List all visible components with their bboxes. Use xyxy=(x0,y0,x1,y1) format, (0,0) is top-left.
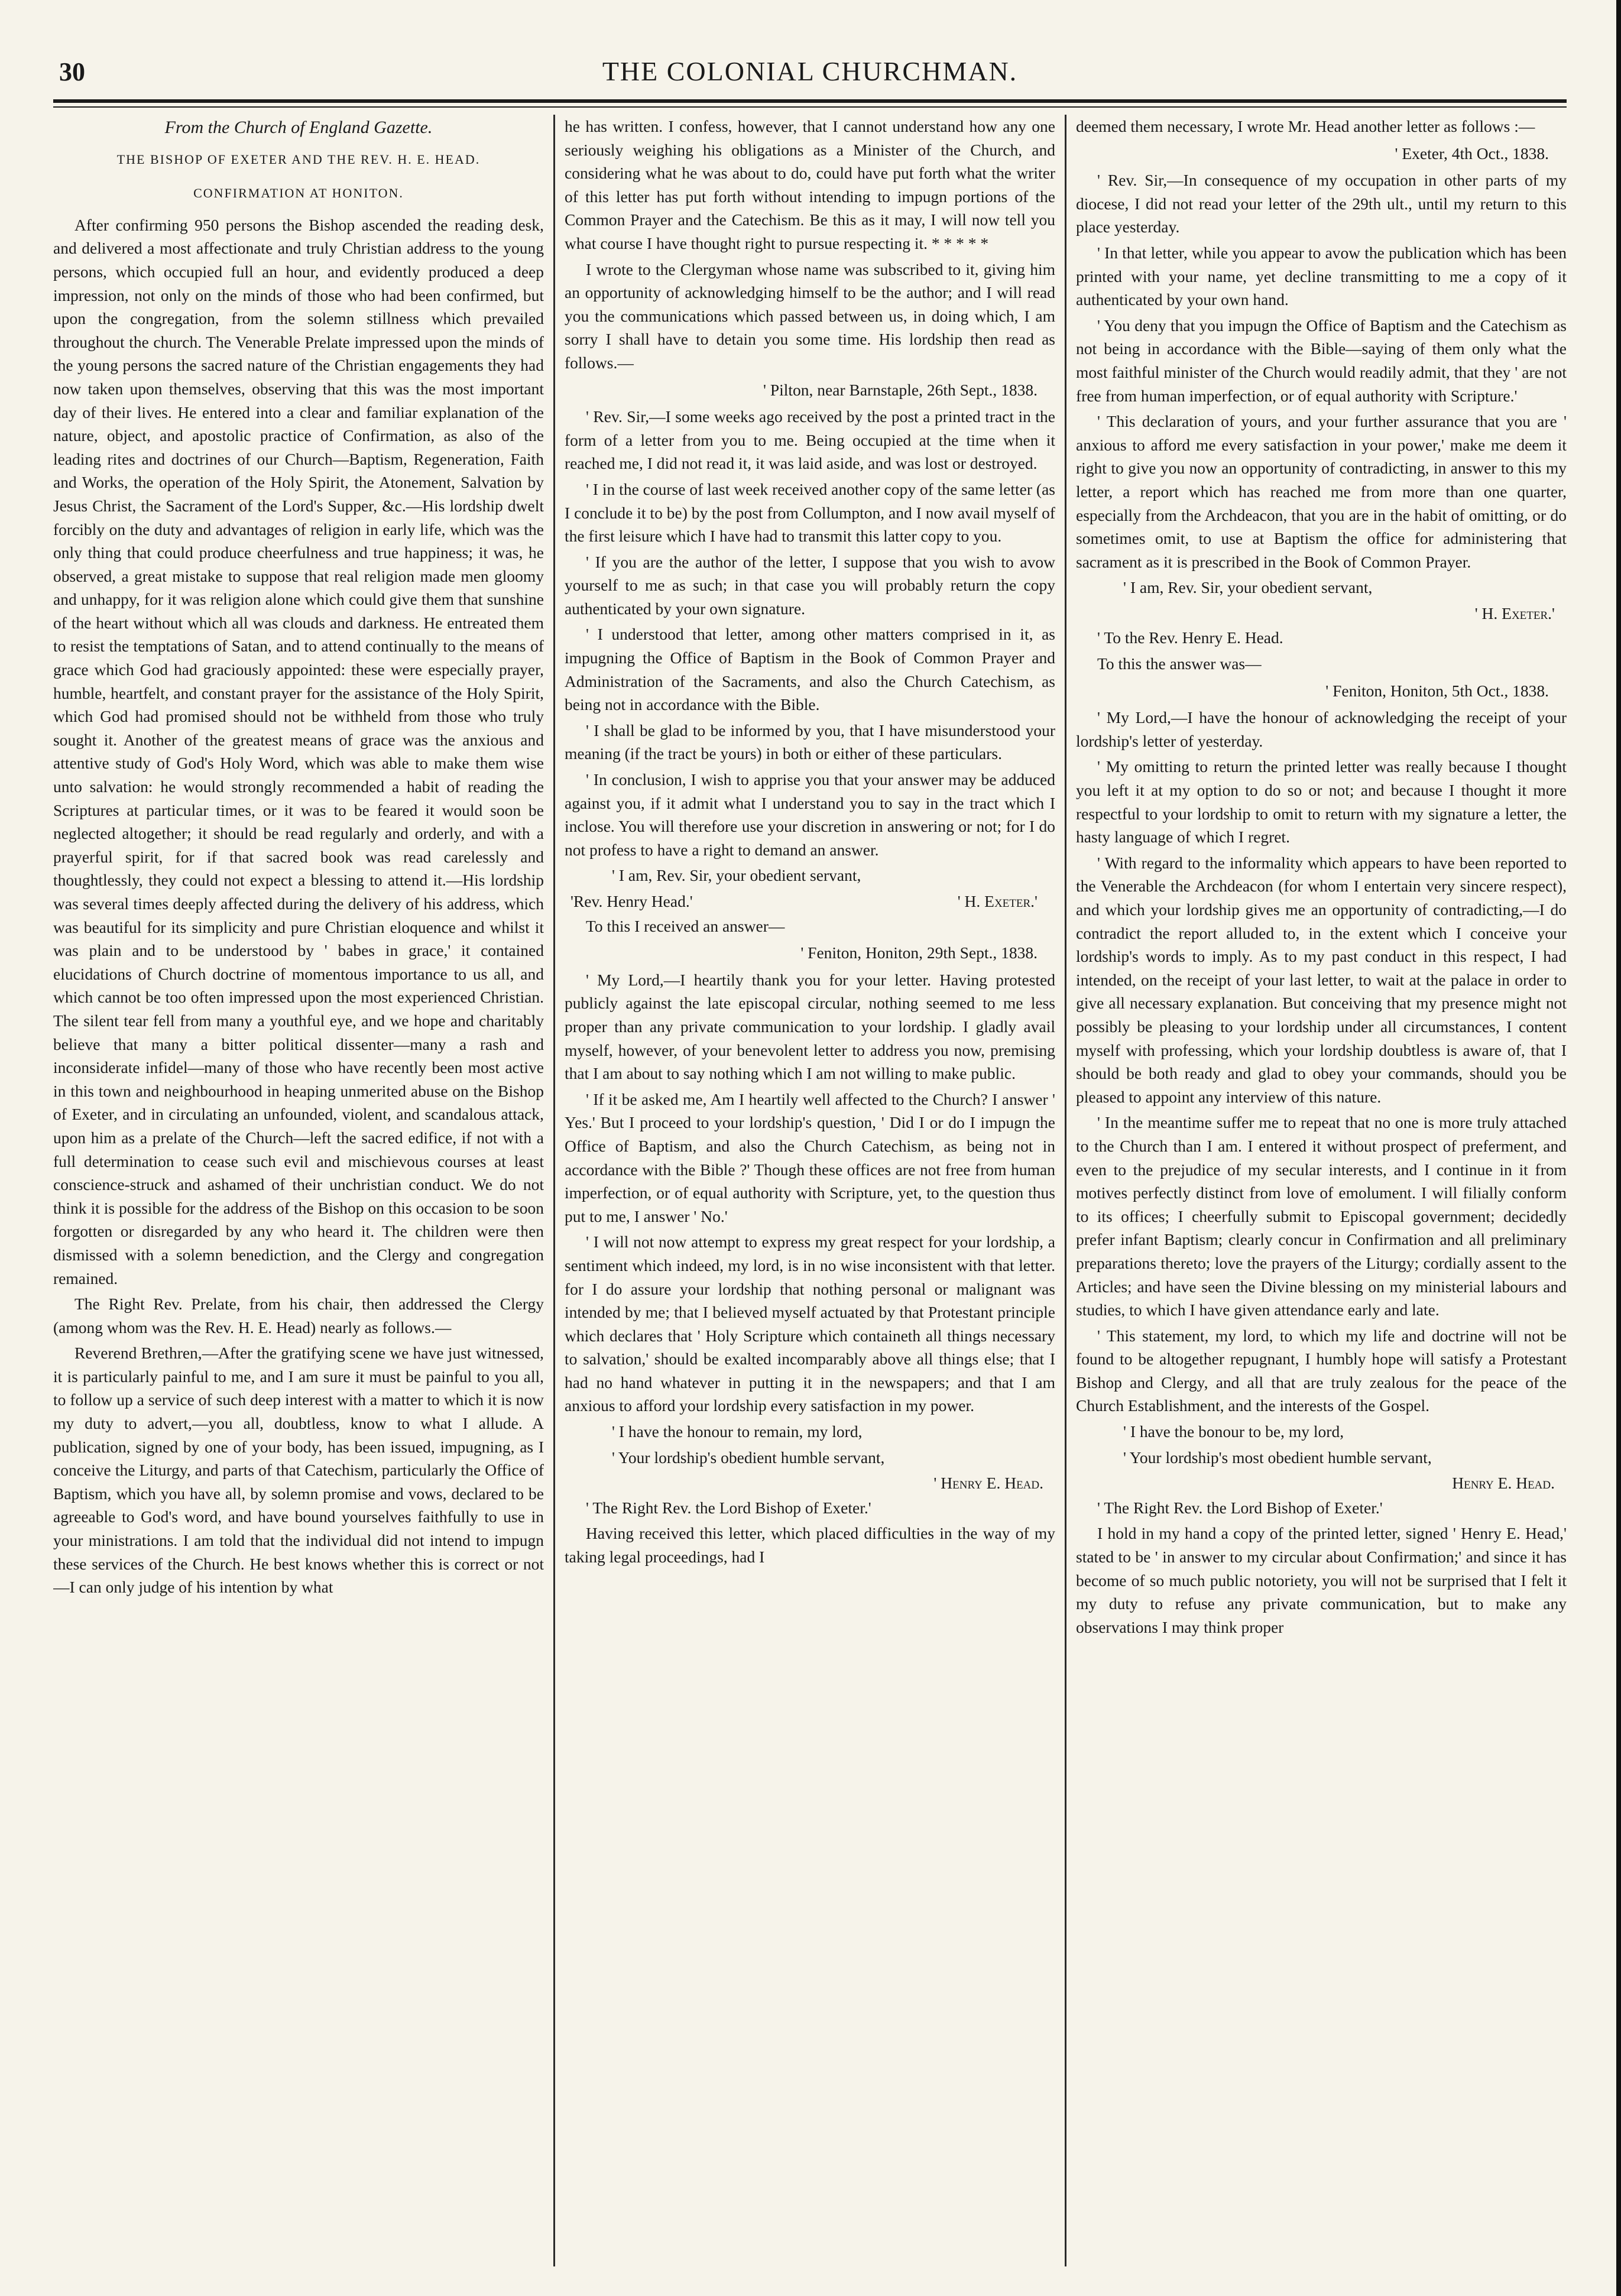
paragraph: ' I shall be glad to be informed by you, that I have misunderstood your meaning (if the tract be yours) in both or either of these particulars. xyxy=(565,721,1055,763)
letter-addressee: ' To the Rev. Henry E. Head. xyxy=(1097,628,1283,647)
letter-addressee: 'Rev. Henry Head.' xyxy=(570,892,693,910)
paragraph: ' You deny that you impugn the Office of Baptism and the Catechism as not being in accordance with the Bible—saying of them only what the most faithful minister of the Church would readily admit, that they ' are not free from human imperfection, or of equal authority with Scripture.' xyxy=(1076,316,1567,405)
paragraph: I hold in my hand a copy of the printed letter, signed ' Henry E. Head,' stated to be ' in answer to my circular about Confirmation;' and since it has become of so much public notoriety, you will not be surprised that I felt it my duty to refuse any private communication, but to make any observations I may think proper xyxy=(1076,1524,1567,1636)
header-rule-thin xyxy=(53,106,1567,108)
article-source: From the Church of England Gazette. xyxy=(164,118,433,137)
running-title: THE COLONIAL CHURCHMAN. xyxy=(602,56,1018,86)
paragraph: ' I will not now attempt to express my great respect for your lordship, a sentiment which indeed, my lord, is in no wise inconsistent with that letter. for I do assure your lordship that nothing personal or malignant was intended by me; that I believed myself actuated by that Protestant principle which declares that ' Holy Scripture which containeth all things necessary to salvation,' should be exalted incomparably above all things else; that I had no hand whatever in putting it in the newspapers; and that I am anxious to afford your lordship every satisfaction in my power. xyxy=(565,1233,1055,1415)
letter-closing: ' I am, Rev. Sir, your obedient servant, xyxy=(1123,578,1373,597)
column-1 xyxy=(53,115,544,2266)
letter-closing: ' I am, Rev. Sir, your obedient servant, xyxy=(612,866,861,885)
paragraph: Reverend Brethren,—After the gratifying scene we have just witnessed, it is particularly painful to me, and I am sure it must be painful to you all, to follow up a service of such deep interest with a matter to which it is now my duty to advert,—you all, doubtless, know to what I allude. A publication, signed by one of your body, has been issued, impugning, as I conceive the Liturgy, and parts of that Catechism, particularly the Office of Baptism, which you have all, by solemn promise and vows, declared to be agreeable to God's word, and have bound yourselves faithfully to use in your ministrations. I am told that the individual did not intend to impugn these services of the Church. He best knows whether this is correct or not—I can only judge of his intention by what xyxy=(53,1344,544,1597)
column-divider xyxy=(553,115,555,2266)
paragraph: ' With regard to the informality which appears to have been reported to the Venerable the Archdeacon (for whom I entertain very sincere respect), and which your lordship gives me an opportunity of contradicting,—I do contradict the report alluded to, in the extent which I conceive your lordship's words to imply. As to my past conduct in this respect, I had intended, on the receipt of your last letter, to wait at the palace in order to give all necessary explanation. But conceiving that my presence might not possibly be pleasing to your lordship under all circumstances, I content myself with professing, which your lordship doubtless is aware of, that I should be both ready and glad to obey your commands, should you be pleased to appoint any interview of this nature. xyxy=(1076,853,1567,1106)
paragraph: ' I in the course of last week received another copy of the same letter (as I conclude it to be) by the post from Collumpton, and I now avail myself of the first leisure which I have had to transmit this latter copy to you. xyxy=(565,479,1055,546)
paragraph: ' In that letter, while you appear to avow the publication which has been printed with your name, yet decline transmitting to me a copy of it authenticated by your own hand. xyxy=(1076,243,1567,309)
article-headline: THE BISHOP OF EXETER AND THE REV. H. E. HEAD. xyxy=(116,151,481,167)
letter-closing: ' I have the bonour to be, my lord, xyxy=(1123,1422,1344,1441)
paragraph: ' My Lord,—I have the honour of acknowledging the receipt of your lordship's letter of yesterday. xyxy=(1076,708,1567,750)
column-divider xyxy=(1065,115,1066,2266)
letter-closing: ' Your lordship's obedient humble servant, xyxy=(612,1448,885,1467)
paragraph: ' If you are the author of the letter, I suppose that you wish to avow yourself to me as such; in that case you will probably return the copy authenticated by your own signature. xyxy=(565,552,1055,618)
masthead xyxy=(53,53,1567,95)
paragraph: ' My Lord,—I heartily thank you for your letter. Having protested publicly against the late episcopal circular, nothing seemed to me less proper than any private communication to your lordship. I gladly avail myself, however, of your benevolent letter to address you now, premising that I am about to say nothing which I am not willing to make public. xyxy=(565,970,1055,1083)
paragraph: ' This statement, my lord, to which my life and doctrine will not be found to be altogether repugnant, I humbly hope will satisfy a Protestant Bishop and Clergy, and all that are truly zealous for the peace of the Church Establishment, and the interests of the Gospel. xyxy=(1076,1326,1567,1415)
column-2 xyxy=(565,115,1055,2266)
letter-signer: ' H. Exeter.' xyxy=(957,892,1038,910)
paragraph: ' In the meantime suffer me to repeat that no one is more truly attached to the Church than I am. I entered it without prospect of preferment, and even to the prejudice of my secular interests, and I continue in it from motives perfectly distinct from love of emolument. I will filially conform to its offices; I cheerfully submit to Episcopal government; decidedly prefer infant Baptism; clearly concur in Confirmation and all preliminary preparations thereto; love the prayers of the Liturgy; cordially assent to the Articles; and have seen the Divine blessing on my ministerial labours and studies, to which I have given attendance early and late. xyxy=(1076,1113,1567,1319)
paragraph: To this the answer was— xyxy=(1097,654,1262,673)
paragraph: After confirming 950 persons the Bishop ascended the reading desk, and delivered a most affectionate and truly Christian address to the young persons, which occupied full an hour, and evidently produced a deep impression, not only on the minds of those who had been confirmed, but upon the congregation, from the solemn stillness which prevailed throughout the church. The Venerable Prelate impressed upon the minds of the young persons the sacred nature of the Christian engagements they had now taken upon themselves, observing that this was the most important day of their lives. He entered into a clear and familiar explanation of the nature, object, and apostolic practice of Confirmation, as also of the leading rites and doctrines of our Church—Baptism, Regeneration, Faith and Works, the operation of the Holy Spirit, the Atonement, Salvation by Jesus Christ, the Sacrament of the Lord's Supper, &c.—His lordship dwelt forcibly on the duty and advantages of religion in early life, which was the only thing that could produce cheerfulness and true happiness; it was, he observed, a great mistake to suppose that real religion made men gloomy and unhappy, for it was religion alone which could give them that sunshine of the heart without which all was clouds and darkness. He entreated them to resist the temptations of Satan, and to attend continually to the means of grace which God had graciously appointed: these were especially prayer, humble, heartfelt, and constant prayer for the assistance of the Holy Spirit, which God had promised should not be withheld from those who truly sought it. Another of the greatest means of grace was the anxious and attentive study of God's Holy Word, which was able to make them wise unto salvation: he would strongly recommended a habit of reading the Scriptures at particular times, or it was to be feared it would soon be neglected altogether; it should be read regularly and orderly, and with a prayerful spirit, for if that sacred book was read carelessly and thoughtlessly, they could not expect a blessing to attend it.—His lordship was several times deeply affected during the delivery of his address, which was beautiful for its simplicity and pure Christian eloquence and whilst it was plain and to be understood by ' babes in grace,' it contained elucidations of Church doctrine of momentous importance to us all, and which cannot be too often impressed upon the most experienced Christian. The silent tear fell from many a youthful eye, and we hope and charitably believe that many a bitter political dissenter—many a rash and inconsiderate infidel—many of those who have recently been most active in this town and neighbourhood in heaping unmerited abuse on the Bishop of Exeter, and in circulating an unfounded, violent, and scandalous attack, upon him as a prelate of the Church—left the sacred edifice, if not with a full determination to cease such evil and mischievous courses at least conscience-struck and ashamed of their unchristian conduct. We do not think it is possible for the address of the Bishop on this occasion to be soon forgotten or disregarded by any who heard it. The children were then dismissed with a solemn benediction, and the Clergy and congregation remained. xyxy=(53,215,544,1288)
paragraph: ' If it be asked me, Am I heartily well affected to the Church? I answer ' Yes.' But I proceed to your lordship's question, ' Did I or do I impugn the Office of Baptism, and also the Church Catechism, as being not in accordance with the Bible ?' Though these offices are not free from human imperfection, or of equal authority with Scripture, yet, to the question thus put to me, I answer ' No.' xyxy=(565,1089,1055,1225)
paragraph: ' My omitting to return the printed letter was really because I thought you left it at my option to do so or not; and because I thought it more respectful to your lordship to omit to return with my signature a letter, the hasty language of which I regret. xyxy=(1076,757,1567,847)
page-number: 30 xyxy=(59,57,85,86)
article-subhead: CONFIRMATION AT HONITON. xyxy=(193,186,404,201)
paragraph: The Right Rev. Prelate, from his chair, then addressed the Clergy (among whom was the Rev. H. E. Head) nearly as follows.— xyxy=(53,1295,544,1337)
paragraph: To this I received an answer— xyxy=(586,916,785,935)
column-3 xyxy=(1076,115,1567,2266)
newspaper-page xyxy=(53,53,1567,2276)
letter-addressee: ' The Right Rev. the Lord Bishop of Exeter.' xyxy=(586,1498,871,1517)
letter-signer: ' H. Exeter.' xyxy=(1474,604,1555,622)
paragraph: Having received this letter, which placed difficulties in the way of my taking legal proceedings, had I xyxy=(565,1524,1055,1567)
letter-dateline: ' Exeter, 4th Oct., 1838. xyxy=(1395,144,1549,163)
header-rule-thick xyxy=(53,99,1567,103)
page-edge-shadow xyxy=(1616,0,1621,2296)
paragraph: ' In conclusion, I wish to apprise you that your answer may be adduced against you, if it admit what I understand you to say in the tract which I inclose. You will therefore use your discretion in answering or not; for I do not profess to have a right to demand an answer. xyxy=(565,770,1055,859)
letter-signer: Henry E. Head. xyxy=(1452,1474,1555,1493)
letter-closing: ' I have the honour to remain, my lord, xyxy=(612,1422,863,1441)
paragraph: ' I understood that letter, among other matters comprised in it, as impugning the Office of Baptism in the Book of Common Prayer and Administration of the Sacraments, and also the Church Catechism, as being not in accordance with the Bible. xyxy=(565,625,1055,714)
letter-addressee: ' The Right Rev. the Lord Bishop of Exeter.' xyxy=(1097,1498,1383,1517)
letter-signature-row xyxy=(565,890,1055,913)
paragraph: ' This declaration of yours, and your further assurance that you are ' anxious to afford me every satisfaction in your power,' make me deem it right to give you now an opportunity of contradicting, in answer to this my letter, a report which has reached me from more than one quarter, especially from the Archdeacon, that you are in the habit of omitting, or do sometimes omit, to use at Baptism the office for administering that sacrament as it is prescribed in the Book of Common Prayer. xyxy=(1076,412,1567,571)
paragraph: I wrote to the Clergyman whose name was subscribed to it, giving him an opportunity of acknowledging himself to be the author; and I will read you the communications which passed between us, in doing which, I am sorry I shall have to detain you some time. His lordship then read as follows.— xyxy=(565,260,1055,372)
paragraph: ' Rev. Sir,—In consequence of my occupation in other parts of my diocese, I did not read your letter of the 29th ult., until my return to this place yesterday. xyxy=(1076,171,1567,236)
paragraph: deemed them necessary, I wrote Mr. Head another letter as follows :— xyxy=(1076,117,1535,135)
letter-dateline: ' Feniton, Honiton, 5th Oct., 1838. xyxy=(1325,681,1549,700)
letter-closing: ' Your lordship's most obedient humble servant, xyxy=(1123,1448,1432,1467)
letter-signer: ' Henry E. Head. xyxy=(933,1474,1043,1493)
letter-dateline: ' Pilton, near Barnstaple, 26th Sept., 1838. xyxy=(763,380,1038,399)
paragraph: he has written. I confess, however, that I cannot understand how any one seriously weighing his obligations as a Minister of the Church, and considering what he was about to do, could have put forth what the writer of this letter has put forth without intending to impugn portions of the Common Prayer and the Catechism. Be this as it may, I will now tell you what course I have thought right to pursue respecting it. * * * * * xyxy=(565,117,1055,252)
paragraph: ' Rev. Sir,—I some weeks ago received by the post a printed tract in the form of a letter from you to me. Being occupied at the time when it reached me, I did not read it, it was laid aside, and was lost or destroyed. xyxy=(565,407,1055,473)
letter-dateline: ' Feniton, Honiton, 29th Sept., 1838. xyxy=(800,943,1038,962)
